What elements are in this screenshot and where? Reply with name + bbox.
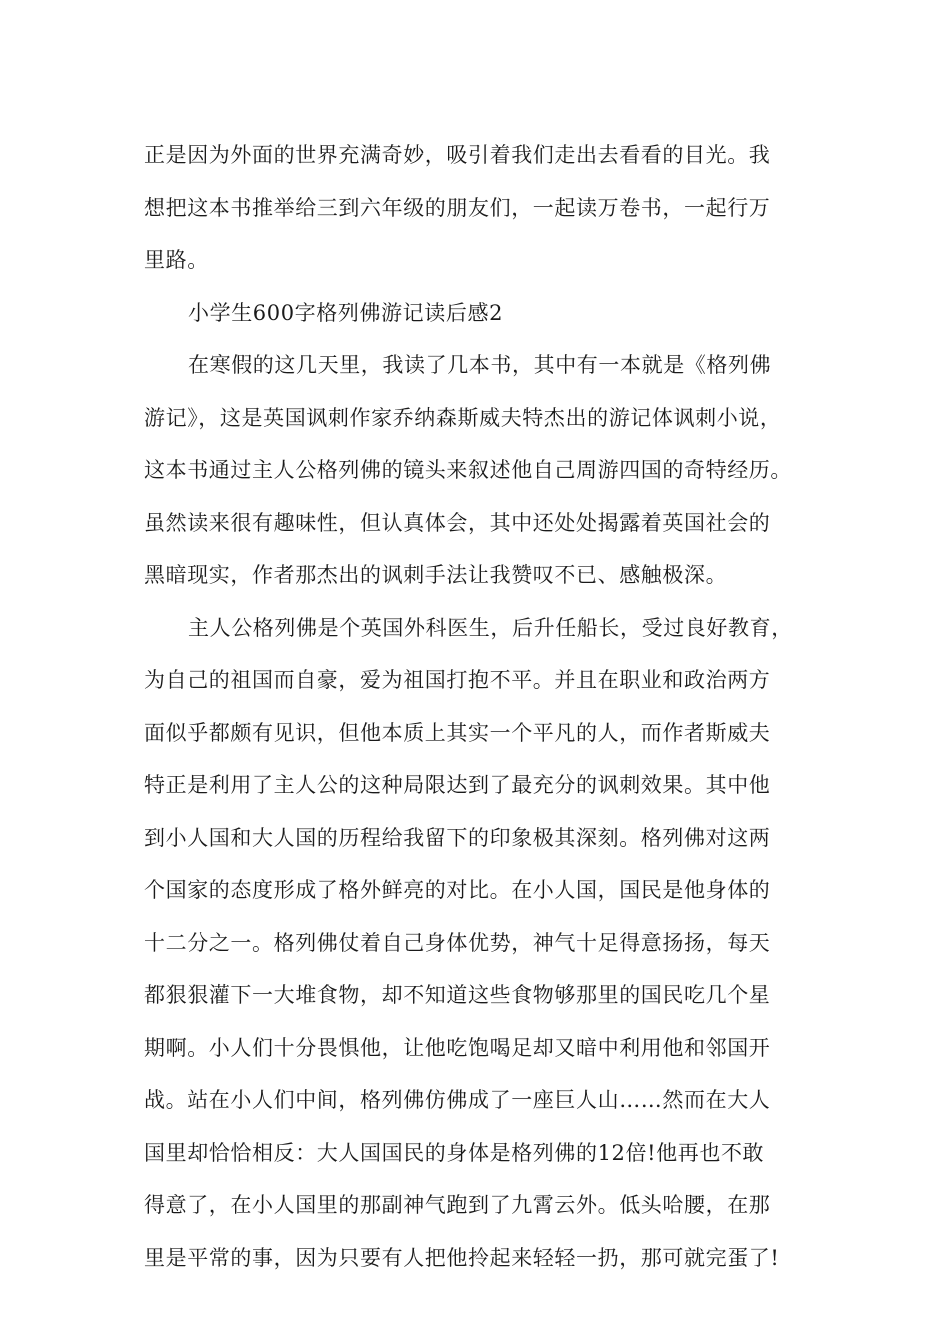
text-line: 游记》，这是英国讽刺作家乔纳森斯威夫特杰出的游记体讽刺小说， [144, 405, 782, 430]
text-line: 黑暗现实，作者那杰出的讽刺手法让我赞叹不已、感触极深。 [144, 563, 728, 587]
text-line: 想把这本书推举给三到六年级的朋友们，一起读万卷书，一起行万 [144, 195, 771, 220]
text-line: 期啊。小人们十分畏惧他，让他吃饱喝足却又暗中利用他和邻国开 [144, 1035, 771, 1060]
text-line: 特正是利用了主人公的这种局限达到了最充分的讽刺效果。其中他 [144, 773, 771, 797]
text-line: 里路。 [144, 248, 209, 272]
section-heading: 小学生600字格列佛游记读后感2 [188, 300, 504, 325]
text-line: 主人公格列佛是个英国外科医生，后升任船长，受过良好教育， [188, 615, 793, 640]
text-line: 正是因为外面的世界充满奇妙，吸引着我们走出去看看的目光。我 [144, 143, 771, 167]
text-line: 为自己的祖国而自豪，爱为祖国打抱不平。并且在职业和政治两方 [144, 668, 771, 692]
text-line: 里是平常的事，因为只要有人把他拎起来轻轻一扔，那可就完蛋了! [144, 1245, 780, 1270]
text-line: 这本书通过主人公格列佛的镜头来叙述他自己周游四国的奇特经历。 [144, 458, 792, 482]
text-line: 到小人国和大人国的历程给我留下的印象极其深刻。格列佛对这两 [144, 825, 771, 850]
text-line: 得意了，在小人国里的那副神气跑到了九霄云外。低头哈腰，在那 [144, 1193, 771, 1217]
text-line: 都狠狠灌下一大堆食物，却不知道这些食物够那里的国民吃几个星 [144, 983, 771, 1007]
text-line: 在寒假的这几天里，我读了几本书，其中有一本就是《格列佛 [188, 353, 772, 377]
text-line: 十二分之一。格列佛仗着自己身体优势，神气十足得意扬扬，每天 [144, 930, 771, 955]
text-line: 个国家的态度形成了格外鲜亮的对比。在小人国，国民是他身体的 [144, 878, 771, 902]
text-line: 国里却恰恰相反：大人国国民的身体是格列佛的12倍!他再也不敢 [144, 1140, 765, 1165]
body-text [144, 129, 812, 1284]
text-line: 战。站在小人们中间，格列佛仿佛成了一座巨人山……然而在大人 [144, 1088, 771, 1112]
text-line: 面似乎都颇有见识，但他本质上其实一个平凡的人，而作者斯威夫 [144, 720, 771, 745]
text-line: 虽然读来很有趣味性，但认真体会，其中还处处揭露着英国社会的 [144, 510, 771, 535]
